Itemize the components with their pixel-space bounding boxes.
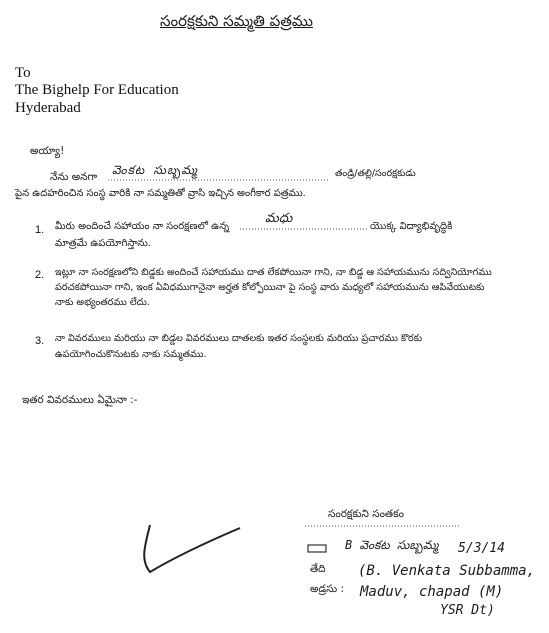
date-label: తేది	[310, 563, 326, 575]
item-3-text: నా వివరములు మరియు నా బిడ్డల వివరములు దాతలకు ఇతర సంస్థలకు మరియు ప్రచారము కొరకు ఉపయోగించుకొనుటకు నాకు సమ్మతము.	[55, 333, 423, 360]
signature-mark	[308, 545, 326, 552]
salutation: అయ్యా!	[30, 145, 65, 157]
address-line-1: (B. Venkata Subbamma,	[358, 563, 536, 579]
intro-relation-options: తండ్రి/తల్లి/సంరక్షకుడు	[335, 168, 416, 179]
recipient-city: Hyderabad	[15, 100, 81, 116]
signature-label: సంరక్షకుని సంతకం	[328, 508, 404, 520]
to-line: To	[15, 65, 31, 81]
item-1-line2: మాత్రమే ఉపయోగిస్తాను.	[55, 238, 151, 249]
item-1-line1-prefix: మీరు అందించే సహాయం నా సంరక్షణలో ఉన్న	[55, 221, 230, 232]
item-2-number: 2.	[35, 269, 45, 281]
document-title: సంరక్షకుని సమ్మతి పత్రము	[160, 12, 313, 30]
address-line-3: YSR Dt)	[440, 603, 495, 618]
item-3-number: 3.	[35, 335, 45, 347]
intro-prefix: నేను అనగా	[50, 171, 98, 183]
child-name-handwritten: మధు	[265, 211, 293, 226]
guardian-name-handwritten: వెంకట సుబ్బమ్మ	[112, 163, 198, 177]
intro-line-2: పైన ఉదహరించిన సంస్థ వారికి నా సమ్మతితో వ్రాసి ఇచ్చిన అంగీకార పత్రము.	[15, 188, 306, 199]
signature-flourish	[144, 525, 240, 572]
other-details-label: ఇతర వివరములు ఏమైనా :-	[22, 394, 138, 406]
date-handwritten: 5/3/14	[458, 541, 505, 556]
signature-handwritten: B వెంకట సుబ్బమ్మ	[345, 538, 439, 552]
address-label: అడ్రసు :	[310, 583, 345, 595]
recipient-organization: The Bighelp For Education	[15, 82, 179, 98]
item-2-text: ఇట్లూ నా సంరక్షణలోని బిడ్డకు అందించే సహాయము దాత లేకపోయినా గాని, నా బిడ్డ ఆ సహాయమును సద్వినియోగము పరచకపోయినా గాని, ఇంక ఏవిధముగానైనా అర్హత కోల్పోయినా పై సంస్థ వారు మధ్యలో సహాయమును ఆపివేయుటకు నాకు అభ్యంతరము లేదు.	[55, 267, 492, 308]
item-1-line1-suffix: యొక్క విద్యాభివృద్ధికి	[370, 221, 453, 232]
address-line-2: Maduv, chapad (M)	[360, 584, 504, 600]
item-1-number: 1.	[35, 224, 45, 236]
